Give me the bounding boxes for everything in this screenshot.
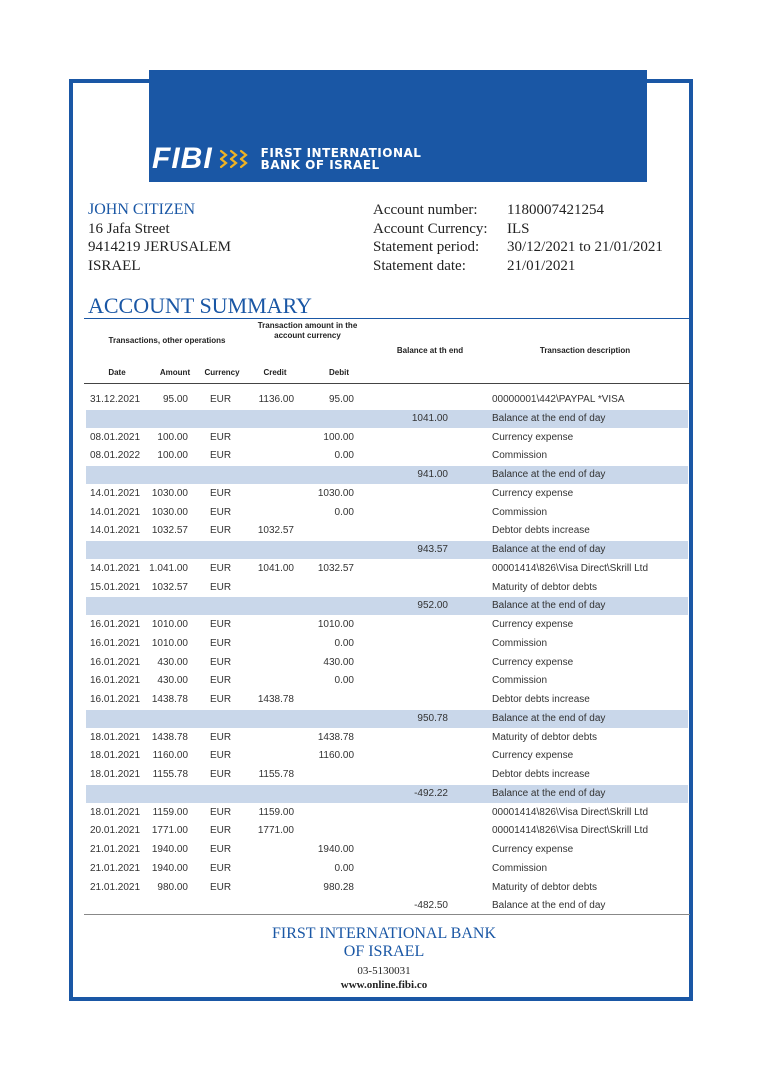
- cell-debit: 1010.00: [317, 619, 354, 630]
- cell-date: 18.01.2021: [90, 769, 141, 780]
- cell-currency: EUR: [210, 487, 232, 499]
- cell-date: 16.01.2021: [90, 694, 141, 705]
- header-date: Date: [108, 368, 126, 377]
- cell-currency: EUR: [210, 881, 232, 893]
- cell-balance: 1041.00: [411, 412, 448, 424]
- cell-debit: 0.00: [334, 862, 354, 874]
- header-currency: Currency: [204, 368, 240, 377]
- cell-amount: 100.00: [157, 431, 188, 443]
- cell-desc: 00001414\826\Visa Direct\Skrill Ltd: [492, 806, 649, 818]
- cell-amount: 1.041.00: [149, 562, 188, 574]
- footer: [0, 925, 768, 991]
- cell-date: 18.01.2021: [90, 731, 141, 743]
- cell-amount: 1940.00: [151, 844, 188, 855]
- cell-balance: 952.00: [417, 600, 448, 612]
- cell-currency: EUR: [210, 394, 232, 405]
- header-transactions-group: Transactions, other operations: [108, 336, 226, 345]
- cell-desc: Commission: [492, 637, 548, 649]
- customer-street: 16 Jafa Street: [88, 220, 170, 237]
- cell-currency: EUR: [210, 675, 232, 687]
- cell-currency: EUR: [210, 431, 232, 443]
- cell-amount: 1940.00: [151, 862, 188, 874]
- cell-desc: Balance at the end of day: [492, 544, 606, 555]
- customer-city: 9414219 JERUSALEM: [88, 239, 231, 255]
- cell-desc: Balance at the end of day: [492, 469, 606, 480]
- cell-desc: Commission: [492, 675, 548, 687]
- footer-bank-name-line1: FIRST INTERNATIONAL BANK: [272, 925, 496, 942]
- account-currency-row: Account Currency: ILS: [373, 220, 530, 237]
- cell-desc: Balance at the end of day: [492, 900, 606, 912]
- header-balance: Balance at th end: [396, 346, 464, 355]
- cell-credit: 1136.00: [258, 394, 294, 405]
- cell-debit: 100.00: [323, 431, 354, 443]
- header-amount: Amount: [159, 368, 191, 377]
- cell-credit: 1438.78: [257, 694, 294, 705]
- cell-desc: Currency expense: [492, 619, 574, 630]
- cell-currency: EUR: [210, 637, 232, 649]
- cell-date: 18.01.2021: [90, 806, 141, 818]
- cell-debit: 1940.00: [317, 844, 354, 855]
- cell-amount: 430.00: [157, 656, 188, 668]
- cell-currency: EUR: [210, 562, 232, 574]
- cell-date: 16.01.2021: [90, 656, 141, 668]
- cell-amount: 95.00: [162, 394, 188, 405]
- cell-date: 20.01.2021: [90, 825, 141, 837]
- cell-balance: -482.50: [414, 900, 448, 912]
- cell-currency: EUR: [210, 750, 232, 762]
- header-divider: [84, 383, 690, 384]
- customer-address: [88, 201, 231, 275]
- cell-amount: 1438.78: [151, 694, 188, 705]
- cell-credit: 1771.00: [257, 825, 294, 837]
- cell-desc: Currency expense: [492, 750, 574, 762]
- cell-desc: Commission: [492, 862, 548, 874]
- cell-credit: 1155.78: [258, 769, 294, 780]
- cell-debit: 1438.78: [317, 731, 354, 743]
- cell-desc: Maturity of debtor debts: [492, 581, 598, 593]
- logo-bank-name: FIRST INTERNATIONAL BANK OF ISRAEL: [260, 146, 422, 172]
- cell-amount: 100.00: [157, 450, 188, 462]
- account-summary-title: ACCOUNT SUMMARY: [88, 293, 312, 318]
- cell-currency: EUR: [210, 525, 232, 537]
- cell-amount: 1160.00: [152, 750, 188, 762]
- cell-balance: 943.57: [417, 544, 448, 555]
- footer-website: www.online.fibi.co: [340, 979, 428, 991]
- cell-desc: Balance at the end of day: [492, 787, 606, 799]
- cell-amount: 980.00: [157, 881, 188, 893]
- cell-desc: Debtor debts increase: [492, 694, 590, 705]
- cell-date: 14.01.2021: [90, 487, 141, 499]
- cell-desc: Currency expense: [492, 656, 574, 668]
- footer-bank-name-line2: OF ISRAEL: [343, 943, 425, 960]
- cell-date: 16.01.2021: [90, 619, 141, 630]
- cell-currency: EUR: [210, 844, 232, 855]
- header-credit: Credit: [263, 368, 287, 377]
- cell-currency: EUR: [210, 825, 232, 837]
- cell-balance: 950.78: [417, 712, 448, 724]
- cell-date: 08.01.2022: [90, 450, 141, 462]
- cell-desc: Currency expense: [492, 431, 574, 443]
- cell-debit: 1030.00: [317, 487, 354, 499]
- cell-desc: Commission: [492, 506, 548, 518]
- cell-date: 21.01.2021: [90, 881, 141, 893]
- cell-amount: 1032.57: [151, 581, 188, 593]
- header-debit: Debit: [329, 368, 349, 377]
- header-description: Transaction description: [539, 346, 631, 355]
- cell-desc: Debtor debts increase: [492, 525, 590, 537]
- cell-currency: EUR: [210, 656, 232, 668]
- footer-divider: [84, 914, 690, 915]
- cell-amount: 1010.00: [151, 637, 188, 649]
- header-amount-group: Transaction amount in the account currency: [257, 321, 358, 340]
- cell-desc: Maturity of debtor debts: [492, 881, 598, 893]
- cell-desc: Balance at the end of day: [492, 712, 606, 724]
- cell-date: 15.01.2021: [90, 581, 141, 593]
- cell-date: 21.01.2021: [90, 844, 141, 855]
- cell-debit: 0.00: [334, 506, 354, 518]
- cell-debit: 95.00: [328, 394, 354, 405]
- cell-date: 14.01.2021: [90, 562, 141, 574]
- cell-debit: 430.00: [323, 656, 354, 668]
- account-number-row: Account number: 1180007421254: [373, 202, 604, 218]
- title-divider: [84, 318, 690, 319]
- cell-debit: 0.00: [334, 675, 354, 687]
- statement-date-row: Statement date: 21/01/2021: [373, 257, 576, 274]
- cell-desc: Currency expense: [492, 844, 574, 855]
- cell-amount: 1438.78: [151, 731, 188, 743]
- cell-amount: 1030.00: [151, 506, 188, 518]
- cell-currency: EUR: [210, 619, 232, 630]
- cell-currency: EUR: [210, 806, 232, 818]
- cell-desc: Debtor debts increase: [492, 769, 590, 780]
- cell-desc: Currency expense: [492, 487, 574, 499]
- cell-date: 14.01.2021: [90, 506, 141, 518]
- cell-desc: 00001414\826\Visa Direct\Skrill Ltd: [492, 825, 649, 837]
- cell-date: 16.01.2021: [90, 675, 141, 687]
- cell-debit: 0.00: [334, 450, 354, 462]
- cell-currency: EUR: [210, 450, 232, 462]
- cell-desc: 00000001\442\PAYPAL *VISA: [492, 394, 625, 405]
- cell-desc: Maturity of debtor debts: [492, 731, 598, 743]
- cell-currency: EUR: [210, 731, 232, 743]
- cell-currency: EUR: [210, 506, 232, 518]
- cell-debit: 1160.00: [318, 750, 354, 762]
- cell-date: 31.12.2021: [90, 394, 141, 405]
- cell-currency: EUR: [210, 862, 232, 874]
- cell-date: 18.01.2021: [90, 750, 141, 762]
- logo-chevrons-icon: [219, 147, 255, 171]
- cell-debit: 1032.57: [317, 562, 354, 574]
- cell-amount: 1155.78: [152, 769, 188, 780]
- cell-credit: 1041.00: [257, 562, 294, 574]
- cell-desc: Commission: [492, 450, 548, 462]
- cell-desc: Balance at the end of day: [492, 600, 606, 612]
- cell-balance: 941.00: [417, 469, 448, 480]
- cell-balance: -492.22: [414, 787, 448, 799]
- cell-amount: 1771.00: [151, 825, 188, 837]
- cell-date: 21.01.2021: [90, 862, 141, 874]
- cell-currency: EUR: [210, 769, 232, 780]
- cell-amount: 1159.00: [152, 806, 188, 818]
- customer-country: ISRAEL: [88, 257, 141, 274]
- cell-desc: 00001414\826\Visa Direct\Skrill Ltd: [492, 562, 649, 574]
- cell-debit: 980.28: [323, 881, 354, 893]
- cell-currency: EUR: [210, 694, 232, 705]
- account-details: [373, 201, 663, 275]
- cell-debit: 0.00: [334, 637, 354, 649]
- bank-logo: [152, 144, 421, 174]
- cell-date: 14.01.2021: [90, 525, 141, 537]
- customer-name: JOHN CITIZEN: [88, 201, 196, 218]
- cell-amount: 1032.57: [151, 525, 188, 537]
- cell-date: 16.01.2021: [90, 637, 141, 649]
- logo-wordmark: FIBI: [152, 142, 213, 175]
- cell-amount: 1030.00: [151, 487, 188, 499]
- statement-period-row: Statement period: 30/12/2021 to 21/01/2021: [373, 239, 663, 255]
- cell-desc: Balance at the end of day: [492, 412, 606, 424]
- cell-currency: EUR: [210, 581, 232, 593]
- cell-amount: 430.00: [157, 675, 188, 687]
- cell-amount: 1010.00: [151, 619, 188, 630]
- cell-credit: 1159.00: [258, 806, 294, 818]
- footer-phone: 03-5130031: [357, 965, 411, 977]
- cell-date: 08.01.2021: [90, 431, 141, 443]
- cell-credit: 1032.57: [257, 525, 294, 537]
